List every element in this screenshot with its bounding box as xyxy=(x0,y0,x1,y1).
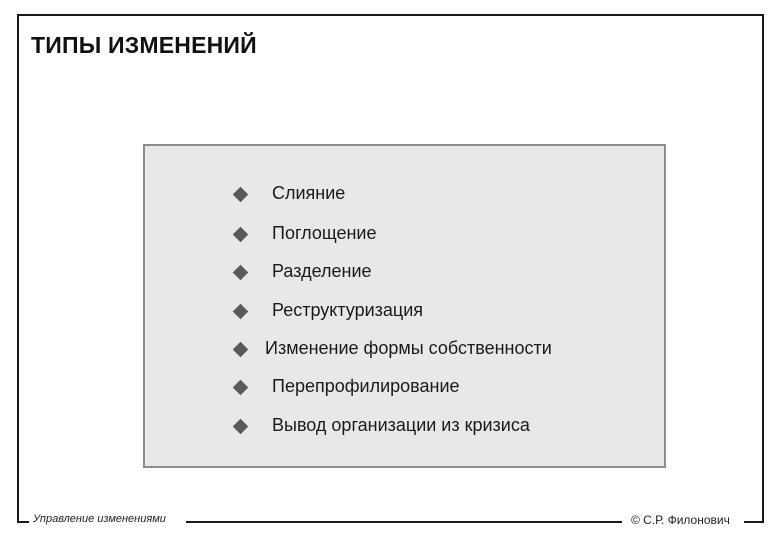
list-item xyxy=(232,338,246,360)
footer-course-title: Управление изменениями xyxy=(33,513,166,525)
list-item xyxy=(232,415,246,437)
footer-rule-right-stub xyxy=(744,521,764,523)
list-item-label: Разделение xyxy=(272,261,372,281)
diamond-bullet-icon xyxy=(233,264,249,280)
footer-rule-left-stub xyxy=(17,521,29,523)
slide-title: ТИПЫ ИЗМЕНЕНИЙ xyxy=(31,32,257,58)
list-box xyxy=(143,144,666,468)
list-item xyxy=(232,183,246,205)
diamond-bullet-icon xyxy=(233,379,249,395)
diamond-bullet-icon xyxy=(233,186,249,202)
list-item-label: Поглощение xyxy=(272,223,377,243)
list-item xyxy=(232,376,246,398)
diamond-bullet-icon xyxy=(233,341,249,357)
list-item xyxy=(232,300,246,322)
diamond-bullet-icon xyxy=(233,418,249,434)
diamond-bullet-icon xyxy=(233,303,249,319)
list-item-label: Вывод организации из кризиса xyxy=(272,415,530,435)
list-item-label: Изменение формы собственности xyxy=(265,338,552,358)
diamond-bullet-icon xyxy=(233,226,249,242)
list-item xyxy=(232,261,246,283)
list-item xyxy=(232,223,246,245)
list-item-label: Перепрофилирование xyxy=(272,376,460,396)
footer-copyright: © С.Р. Филонович xyxy=(631,513,730,527)
list-item-label: Реструктуризация xyxy=(272,300,424,320)
list-item-label: Слияние xyxy=(272,183,346,203)
footer-rule xyxy=(186,521,622,523)
